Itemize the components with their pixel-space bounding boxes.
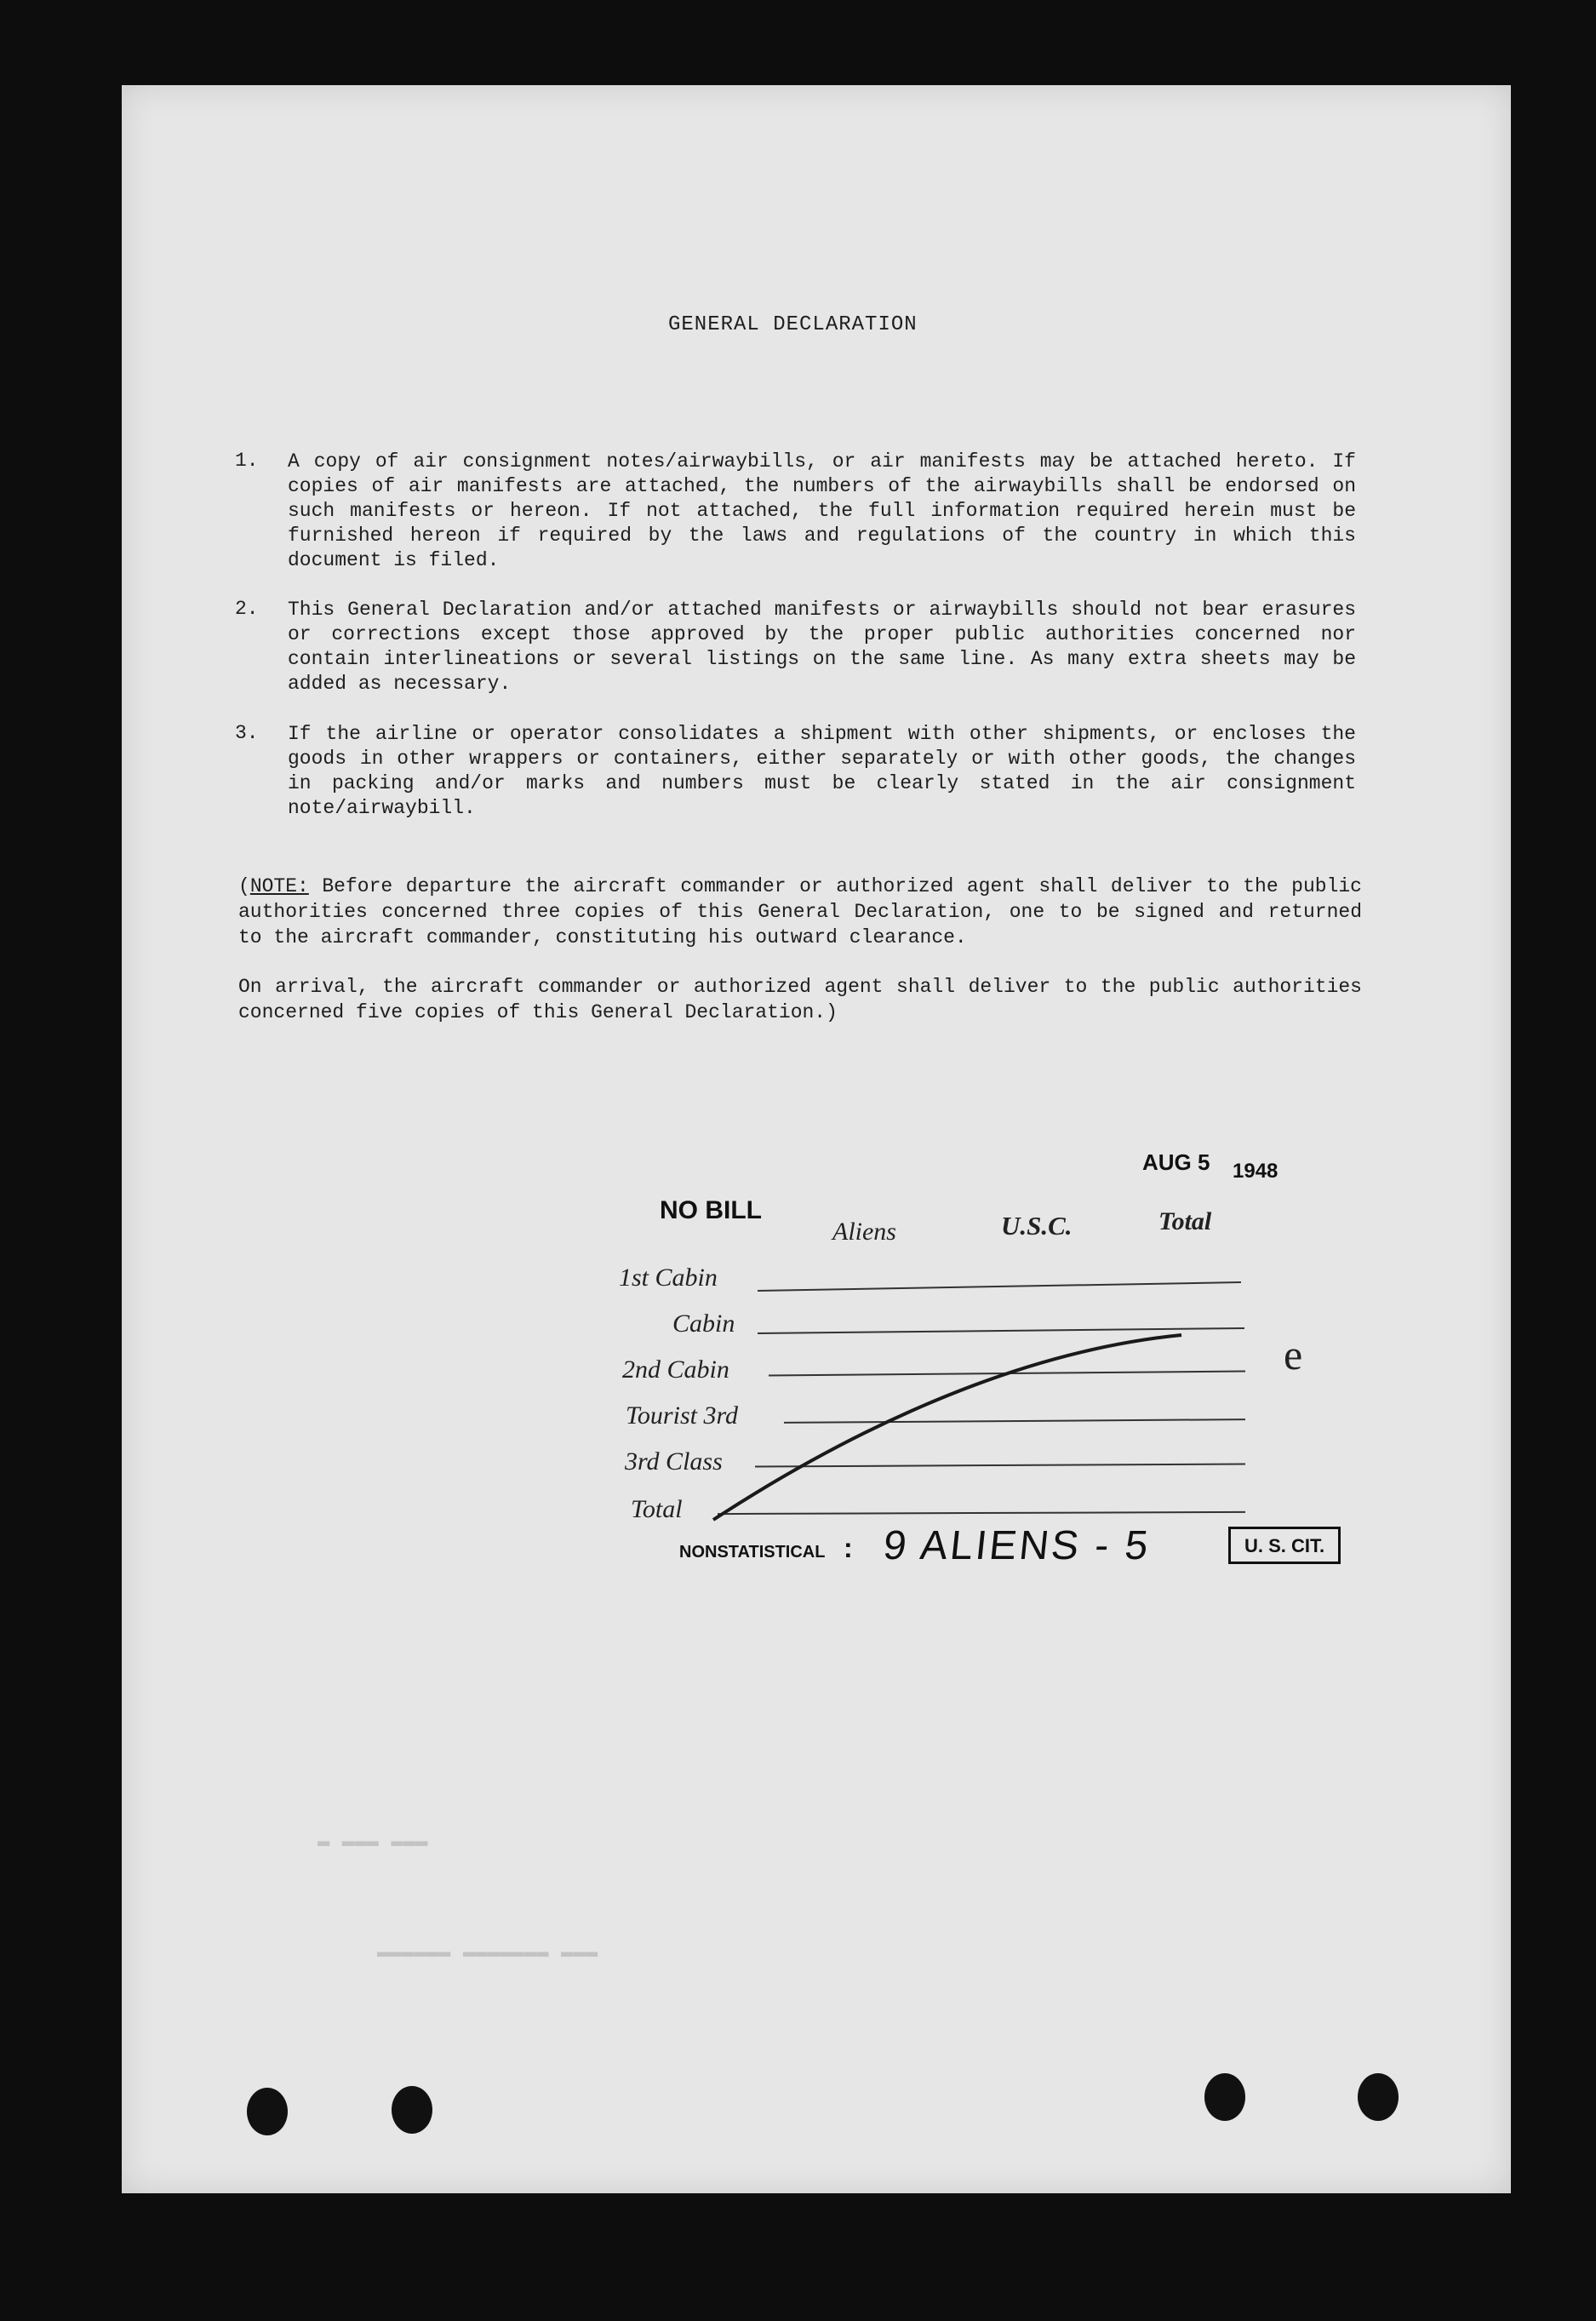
handwritten-margin-mark: e [1284, 1331, 1303, 1378]
punch-hole [247, 2088, 288, 2135]
row-label-1st-cabin: 1st Cabin [619, 1264, 718, 1292]
note-text: Before departure the aircraft commander or authorized agent shall deliver to the public authorities concerned three copies of this General Declaration, one to be signed and returned to the aircraft commander, constituting his outward clearance. [238, 875, 1362, 948]
no-bill-stamp: NO BILL [660, 1196, 762, 1224]
handwritten-diagonal-stroke [709, 1328, 1186, 1524]
note-paragraph [238, 874, 1362, 950]
stamp-year: 1948 [1233, 1160, 1279, 1183]
row-label-cabin: Cabin [672, 1310, 735, 1338]
row-label-3rd-class: 3rd Class [625, 1447, 723, 1476]
handwritten-alien-count: 9 ALIENS - 5 [881, 1523, 1153, 1568]
item-text-1: A copy of air consignment notes/airwaybills, or air manifests may be attached hereto. If copies of air manifests are attached, the numbers of the airwaybills shall be endorsed on such manifests or hereon. If not attached, the full information required herein must be furnished hereon if required by the laws and regulations of the country in which this document is filed. [288, 450, 1356, 571]
us-citizen-stamp: U. S. CIT. [1228, 1527, 1341, 1564]
document-title: GENERAL DECLARATION [668, 313, 918, 336]
arrival-paragraph: On arrival, the aircraft commander or authorized agent shall deliver to the public authorities concerned five copies of this General Declaration.) [238, 976, 1362, 1023]
row-label-tourist-3rd: Tourist 3rd [626, 1401, 739, 1430]
item-number-3: 3. [235, 722, 259, 744]
stamp-date: AUG 5 [1142, 1149, 1210, 1175]
item-text-3: If the airline or operator consolidates a shipment with other shipments, or encloses the goods in other wrappers or containers, either separately or with other goods, the changes in packing and/or marks and numbers must be clearly stated in the air consignment note/airwaybill. [288, 723, 1356, 819]
column-usc: U.S.C. [1001, 1211, 1073, 1241]
item-text-2: This General Declaration and/or attached manifests or airwaybills should not bear erasures or corrections except those approved by the proper public authorities concerned nor contain interlineations or several listings on the same line. As many extra sheets may be added as necessary. [288, 599, 1356, 695]
bleed-through-mark: ▬▬▬▬▬▬ ▬▬▬▬▬▬▬ ▬▬▬ [377, 1941, 598, 1964]
row-line [758, 1281, 1241, 1292]
nonstatistical-stamp: NONSTATISTICAL [679, 1543, 826, 1562]
punch-hole [1204, 2073, 1245, 2121]
punch-hole [1358, 2073, 1399, 2121]
item-number-1: 1. [235, 450, 259, 472]
note-label: NOTE: [249, 875, 309, 897]
item-number-2: 2. [235, 598, 259, 620]
row-label-total: Total [631, 1495, 683, 1523]
row-label-2nd-cabin: 2nd Cabin [622, 1355, 729, 1384]
column-aliens: Aliens [832, 1218, 896, 1246]
column-total: Total [1158, 1207, 1212, 1235]
note-open-paren: ( [238, 875, 250, 897]
nonstatistical-colon: : [844, 1533, 853, 1563]
bleed-through-mark: ▬ ▬▬▬ ▬▬▬ [317, 1831, 428, 1854]
document-page [122, 85, 1511, 2193]
punch-hole [392, 2086, 432, 2134]
